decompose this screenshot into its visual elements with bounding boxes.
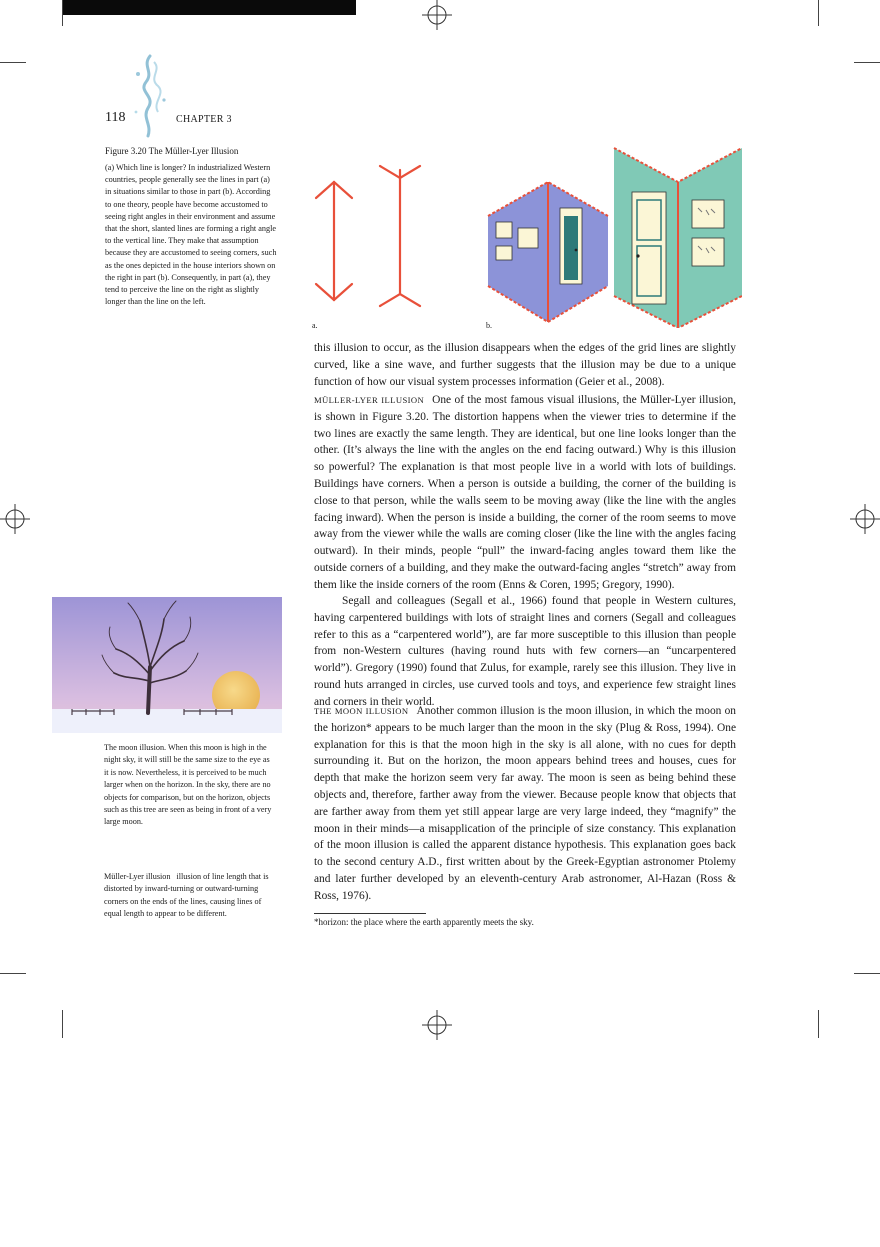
- moon-illusion-photo: [52, 597, 282, 733]
- picture-frame: [496, 222, 512, 238]
- right-fin-bottom: [380, 294, 420, 306]
- glossary-term: Müller-Lyer illusion: [104, 872, 171, 881]
- figure-caption: (a) Which line is longer? In industrialized Western countries, people generally see the lines in part (a) in situations similar to those in part (b). According to one theory, people have become accustomed to seeing right angles in their environment and assume that the short, slanted lines are forming a right angle to the vertical line. They make that assumption because they are accustomed to seeing corners, such as the ones depicted in the house interiors shown on the right in part (b). Consequently, in part (a), they tend to perceive the line on the right as slightly longer than the line on the left.: [105, 163, 277, 307]
- muller-lyer-lines-figure: [306, 162, 434, 320]
- glossary-definition: illusion of line length that is distorted by inward-turning or outward-turning corners on the ends of the lines, causing lines of equal length to appear to be different.: [104, 872, 269, 919]
- paragraph-muller-lyer: [314, 392, 736, 594]
- chapter-label: CHAPTER 3: [176, 114, 232, 125]
- crop-mark: [62, 0, 63, 26]
- figure-label-a: a.: [312, 321, 318, 330]
- footnote-rule: [314, 913, 426, 914]
- crop-mark: [818, 0, 819, 26]
- page-number: 118: [105, 110, 126, 125]
- glossary-entry: [104, 871, 276, 921]
- crop-mark: [854, 62, 880, 63]
- section-head-muller-lyer: MÜLLER-LYER ILLUSION: [314, 395, 425, 405]
- paragraph-muller-lyer-text: One of the most famous visual illusions, the Müller-Lyer illusion, is shown in Figure 3.20. The distortion happens when the viewer tries to determine if the two lines are exactly the same length. They are identical, but one line looks longer than the other. (It’s always the line with the angles on the end facing outward.) Why is this illusion so powerful? The explanation is that most people live in a world with lots of buildings. Buildings have corners. When a person is outside a building, the corner of the building is close to that person, while the walls seem to be moving away (like the line with the angles facing inward). When the person is inside a building, the corner of the room seems to move away from the viewer while the walls are coming closer (like the line with the angles facing outward). In their minds, people “pull” the inward-facing angles toward them like the outside corners of a building, and they make the outward-facing angles “stretch” away from them like the inside corners of the room (Enns & Coren, 1995; Gregory, 1990).: [314, 394, 736, 591]
- print-bar: [62, 0, 356, 15]
- figure-title: Figure 3.20 The Müller-Lyer Illusion: [105, 146, 239, 156]
- registration-mark: [0, 504, 30, 534]
- paragraph-moon-illusion: [314, 703, 736, 905]
- photo-caption: The moon illusion. When this moon is high in the night sky, it will still be the same size to the eye as it is now. Nevertheless, it is perceived to be much larger when on the horizon. In the sky, there are no objects for comparison, but on the horizon, objects such as this tree are seen as being in front of a very large moon.: [104, 743, 272, 827]
- section-head-moon-illusion: THE MOON ILLUSION: [314, 706, 409, 716]
- crop-mark: [0, 973, 26, 974]
- figure-label-b: b.: [486, 321, 492, 330]
- registration-mark: [422, 1010, 452, 1040]
- crop-mark: [0, 62, 26, 63]
- paragraph-segall: Segall and colleagues (Segall et al., 1966) found that people in Western cultures, having carpentered buildings with lots of straight lines and corners (Segall and colleagues refer to this as a “carpentered world”), are far more susceptible to this illusion than people from non-Western cultures (having round huts with few corners—an “uncarpentered world”). Gregory (1990) found that Zulus, for example, rarely see this illusion. They live in round huts arranged in circles, use curved tools and toys, and experience few straight lines and corners in their world.: [314, 595, 736, 708]
- water-splash-decoration: [128, 52, 174, 138]
- crop-mark: [62, 1010, 63, 1038]
- paragraph-moon-illusion-text: Another common illusion is the moon illusion, in which the moon on the horizon* appears to be much larger than the moon in the sky (Plug & Ross, 1994). One explanation for this is that the moon high in the sky is all alone, with no cues for depth surrounding it. But on the horizon, the moon appears behind trees and houses, cues for depth that make the horizon seem very far away. The moon is seen as being behind these objects and, therefore, farther away from the viewer. Because people know that objects that are farther away from them yet still appear large are very large indeed, they “magnify” the moon in their minds—a misapplication of the principle of size constancy. This explanation of the moon illusion is called the apparent distance hypothesis. This explanation goes back to the second century A.D., first written about by the Greek-Egyptian astronomer Ptolemy and later further developed by an eleventh-century Arab astronomer, Al-Hazan (Ross & Ross, 1976).: [314, 705, 736, 902]
- registration-mark: [422, 0, 452, 30]
- crop-mark: [854, 973, 880, 974]
- crop-mark: [818, 1010, 819, 1038]
- paragraph-geier: this illusion to occur, as the illusion disappears when the edges of the grid lines are slightly curved, like a sine wave, and further suggests that the illusion may be due to a unique function of how our visual system processes information (Geier et al., 2008).: [314, 342, 736, 388]
- room-corners-figure: [484, 146, 742, 328]
- footnote: *horizon: the place where the earth apparently meets the sky.: [314, 917, 534, 927]
- registration-mark: [850, 504, 880, 534]
